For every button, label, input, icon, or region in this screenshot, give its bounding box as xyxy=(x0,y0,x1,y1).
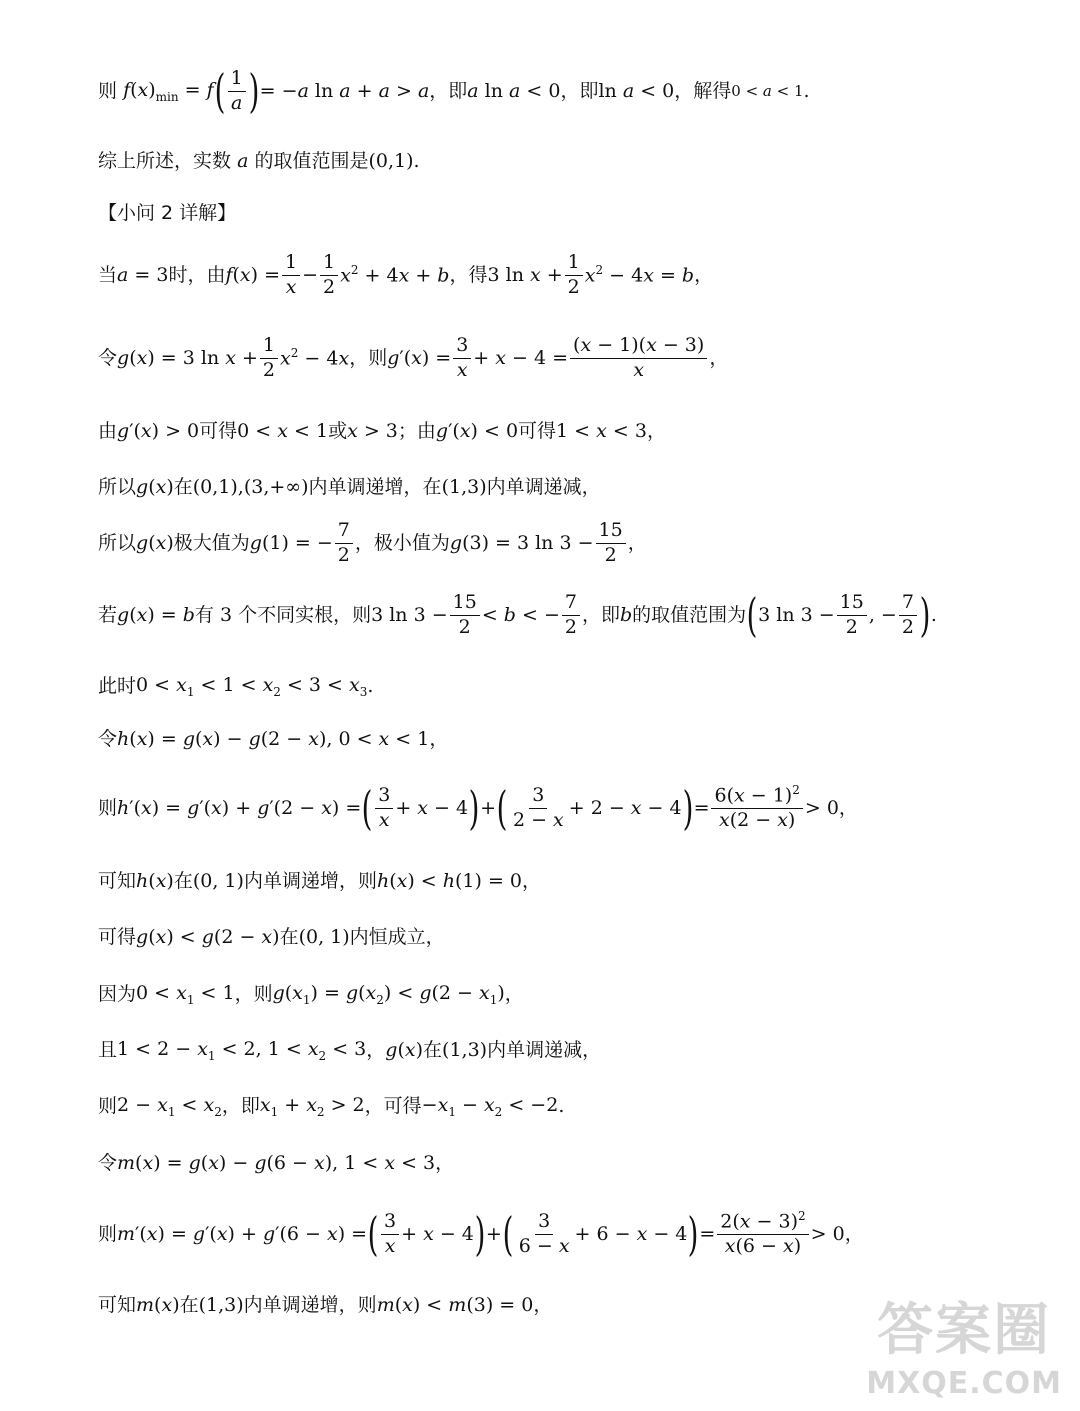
watermark-logo: 答案圈 MXQE.COM xyxy=(866,1298,1062,1401)
solution-line-19: 则 m′(x) = g′(x) + g′(6 − x) = ( $\frac{3}{x}$ + x − 4 ) + ( $\frac{3}{6 - x}$ + 6 − x − 4 ) = $\frac{2(x - 3)^2}{x(6 - x)}$ > 0 ， xyxy=(98,1207,864,1261)
solution-line-20: 可知 m(x) 在 (1,3) 内单调递增，则 m(x) < m(3) = 0 ， xyxy=(98,1294,553,1316)
section-heading: 【小问 2 详解】 xyxy=(98,202,237,224)
solution-line-10: 此时 $0 < x_1 < 1 < x_2 < 3 < x_3$ . xyxy=(98,674,374,699)
solution-line-14: 可得 g(x) < g(2 − x) 在 (0, 1) 内恒成立， xyxy=(98,926,445,948)
solution-line-17: 则 $2 - x_1 < x_2$ ，即 $x_1 + x_2 > 2$ ，可得 $-x_1 - x_2 < -2$ . xyxy=(98,1094,565,1119)
solution-line-5: 令 g(x) = 3 ln x + $\frac{1}{2}$ $x^2 - 4x$ ，则 g′(x) = $\frac{3}{x}$ + x − 4 = $\frac{(x - 1)(x - 3)}{x}$ ， xyxy=(98,334,729,381)
solution-line-2: 综上所述，实数 a 的取值范围是 (0,1) . xyxy=(98,150,420,172)
solution-line-16: 且 $1 < 2 - x_1 < 2$, $1 < x_2 < 3$ ， g(x) 在 (1,3) 内单调递减， xyxy=(98,1038,602,1063)
solution-line-1: 则 $f(x)_{min} = f$ ( $\frac{1}{a}$ ) = −a ln a + a > a ，即 a ln a < 0 ，即 ln a < 0 ，解得 0 < a < 1 . xyxy=(98,64,810,119)
solution-line-8: 所以 g(x) 极大值为 g(1) = − $\frac{7}{2}$ ，极小值为 g(3) = 3 ln 3 − $\frac{15}{2}$ ， xyxy=(98,519,647,566)
solution-line-7: 所以 g(x) 在 (0,1),(3,+∞) 内单调递增，在 (1,3) 内单调递减， xyxy=(98,476,601,498)
solution-line-18: 令 m(x) = g(x) − g(6 − x), 1 < x < 3 ， xyxy=(98,1152,455,1174)
solution-line-11: 令 h(x) = g(x) − g(2 − x), 0 < x < 1 ， xyxy=(98,728,449,750)
solution-line-15: 因为 $0 < x_1 < 1$ ，则 $g(x_1) = g(x_2) < g(2 - x_1)$ ， xyxy=(98,982,524,1007)
solution-line-9: 若 g(x) = b 有 3 个不同实根，则 3 ln 3 − $\frac{15}{2}$ < b < − $\frac{7}{2}$ ，即 b 的取值范围为 ( 3 ln 3 − $\frac{15}{2}$ , − $\frac{7}{2}$ ) . xyxy=(98,588,937,643)
solution-line-4: 当 a = 3 时，由 f(x) = $\frac{1}{x}$ − $\frac{1}{2}$ $x^2 + 4x + b$ ，得 3 ln x + $\frac{1}{2}$ $x^2 - 4x = b$ ， xyxy=(98,251,714,298)
solution-line-6: 由 g′(x) > 0 可得 0 < x < 1 或 x > 3 ；由 g′(x) < 0 可得 1 < x < 3 ， xyxy=(98,420,666,442)
solution-line-12: 则 h′(x) = g′(x) + g′(2 − x) = ( $\frac{3}{x}$ + x − 4 ) + ( $\frac{3}{2 - x}$ + 2 − x − 4 ) = $\frac{6(x - 1)^2}{x(2 - x)}$ > 0 ， xyxy=(98,781,858,835)
solution-line-13: 可知 h(x) 在 (0, 1) 内单调递增，则 h(x) < h(1) = 0 ， xyxy=(98,870,542,892)
